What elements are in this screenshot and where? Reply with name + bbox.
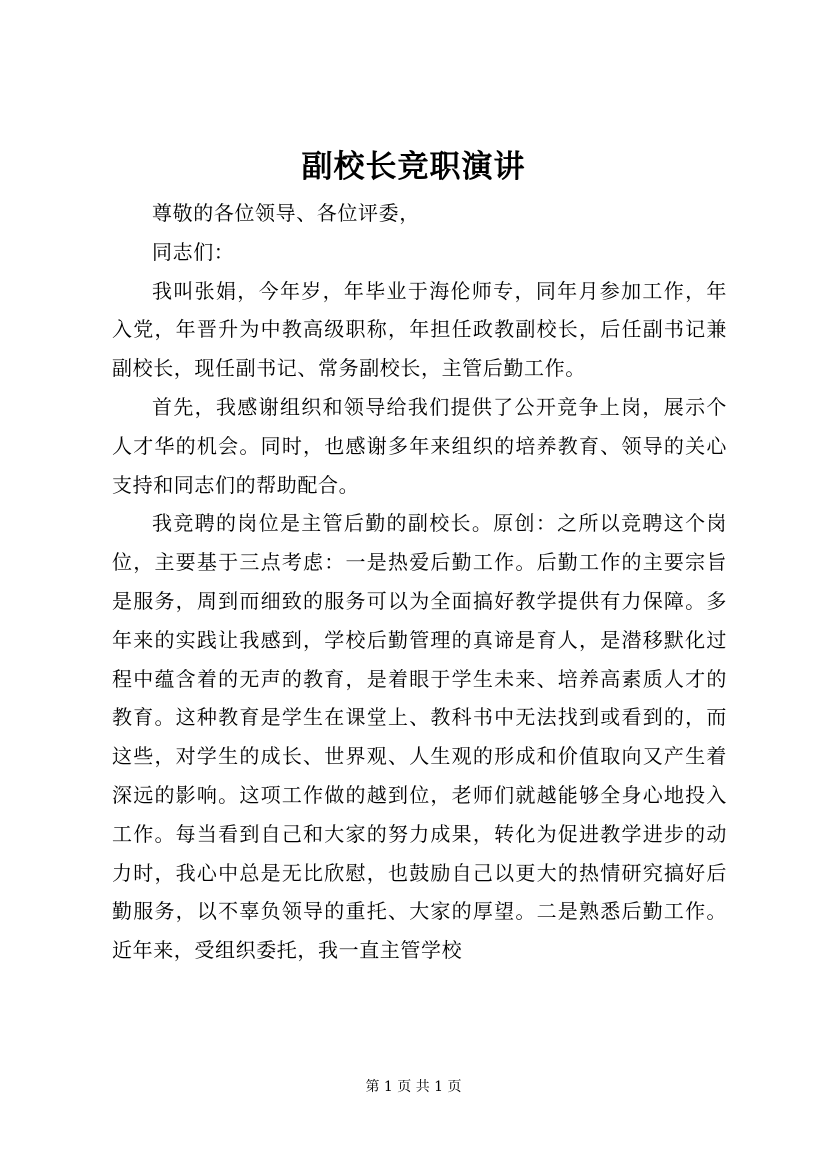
body-paragraph: 我叫张娟，今年岁，年毕业于海伦师专，同年月参加工作，年入党，年晋升为中教高级职称，年担任政教副校长，后任副书记兼副校长，现任副书记、常务副校长，主管后勤工作。 bbox=[112, 278, 727, 381]
salutation-line: 同志们： bbox=[152, 239, 235, 264]
body-paragraph: 我竞聘的岗位是主管后勤的副校长。原创：之所以竞聘这个岗位，主要基于三点考虑：一是热爱后勤工作。后勤工作的主要宗旨是服务，周到而细致的服务可以为全面搞好教学提供有力保障。多年来的实践让我感到，学校后勤管理的真谛是育人，是潜移默化过程中蕴含着的无声的教育，是着眼于学生未来、培养高素质人才的教育。这种教育是学生在课堂上、教科书中无法找到或看到的，而这些，对学生的成长、世界观、人生观的形成和价值取向又产生着深远的影响。这项工作做的越到位，老师们就越能够全身心地投入工作。每当看到自己和大家的努力成果，转化为促进教学进步的动力时，我心中总是无比欣慰，也鼓励自己以更大的热情研究搞好后勤服务，以不辜负领导的重托、大家的厚望。二是熟悉后勤工作。近年来，受组织委托，我一直主管学校 bbox=[112, 511, 727, 963]
salutation-line: 尊敬的各位领导、各位评委， bbox=[152, 201, 420, 225]
body-paragraph: 首先，我感谢组织和领导给我们提供了公开竞争上岗，展示个人才华的机会。同时，也感谢多年来组织的培养教育、领导的关心支持和同志们的帮助配合。 bbox=[112, 394, 727, 497]
document-title: 副校长竞职演讲 bbox=[301, 149, 526, 185]
page-number-footer: 第 1 页 共 1 页 bbox=[365, 1079, 462, 1095]
document-body bbox=[112, 194, 727, 970]
